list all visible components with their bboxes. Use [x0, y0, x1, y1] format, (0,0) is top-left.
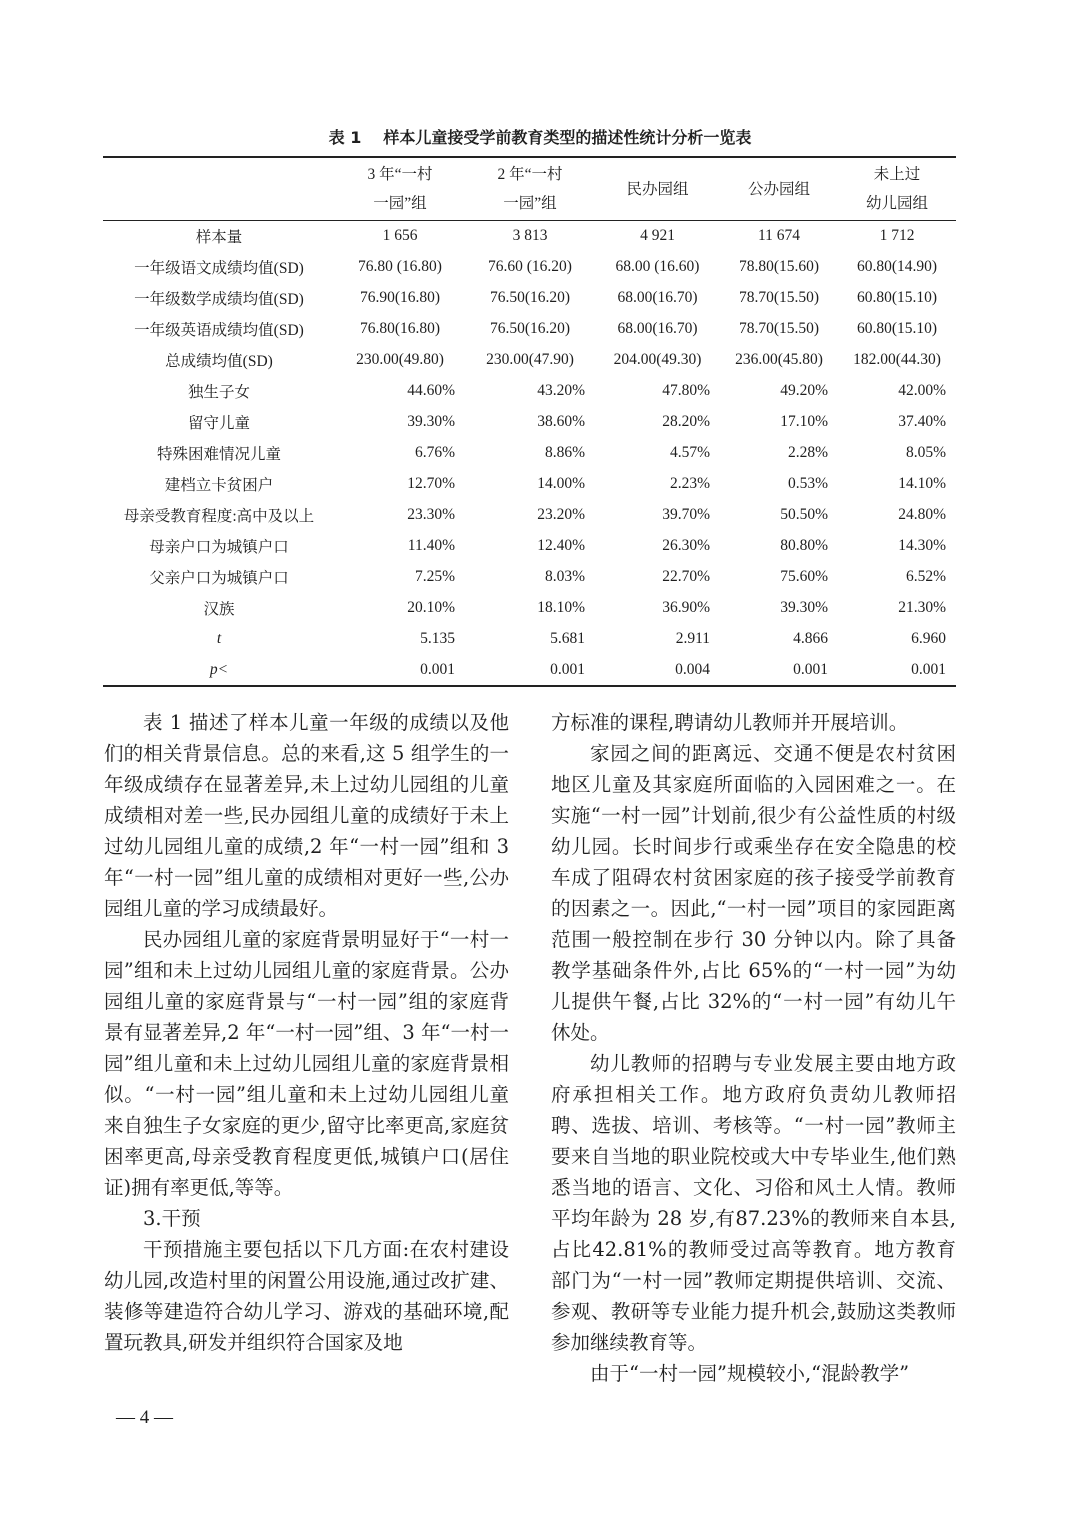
table-cell: 8.86%: [544, 444, 585, 461]
paragraph: 干预措施主要包括以下几方面:在农村建设幼儿园,改造村里的闲置公用设施,通过改扩建、装修等建造符合幼儿学习、游戏的基础环境,配置玩教具,研发并组织符合国家及地: [104, 1238, 509, 1354]
table-header-cell: [838, 157, 956, 221]
table-cell: 11.40%: [407, 537, 455, 554]
text-column-right: [551, 707, 956, 1389]
table-header-cell: [335, 157, 465, 221]
table-cell: 36.90%: [662, 599, 710, 616]
table-cell: 76.50(16.20): [489, 289, 571, 306]
table-header-line: 3 年“一村: [367, 166, 433, 183]
table-body: [103, 221, 956, 686]
table-cell: 76.50(16.20): [489, 320, 571, 337]
table-header-row: [103, 157, 956, 221]
table-cell: 43.20%: [537, 382, 585, 399]
table-cell: 39.30%: [780, 599, 828, 616]
table-cell: 0.001: [550, 660, 585, 678]
text-column-left: [104, 707, 509, 1358]
table-cell: 38.60%: [537, 413, 585, 430]
table-cell: 204.00(49.30): [613, 351, 702, 368]
table-cell: 22.70%: [662, 568, 710, 585]
table-header-line: 幼儿园组: [865, 195, 928, 212]
table-cell: 5.135: [420, 630, 455, 647]
table-cell: 39.30%: [407, 413, 455, 430]
table-title: 样本儿童接受学前教育类型的描述性统计分析一览表: [383, 128, 752, 147]
table-header-line: 公办园组: [747, 180, 810, 198]
table-cell: 6.52%: [905, 568, 946, 585]
row-label: 特殊困难情况儿童: [156, 446, 281, 463]
table-cell: 68.00 (16.60): [615, 258, 700, 275]
paragraph: 幼儿教师的招聘与专业发展主要由地方政府承担相关工作。地方政府负责幼儿教师招聘、选拔、培训、考核等。“一村一园”教师主要来自当地的职业院校或大中专毕业生,他们熟悉当地的语言、文化、习俗和风土人情。教师平均年龄为 28 岁,有87.23%的教师来自本县,占比42.81%的教师受过高等教育。地方教育部门为“一村一园”教师定期提供培训、交流、参观、教研等专业能力提升机会,鼓励这类教师参加继续教育等。: [551, 1052, 956, 1354]
table-header-cell: [720, 157, 838, 221]
row-label: 汉族: [203, 601, 235, 618]
table-header-line: 一园”组: [373, 195, 427, 212]
table-cell: 0.004: [675, 660, 710, 678]
table-row: [103, 531, 956, 562]
table-cell: 39.70%: [662, 506, 710, 523]
table-cell: 37.40%: [898, 413, 946, 430]
table-cell: 2.911: [675, 630, 710, 647]
table-row: [103, 376, 956, 407]
table-cell: 6.76%: [414, 444, 455, 461]
table-cell: 68.00(16.70): [617, 320, 698, 337]
table-cell: 78.70(15.50): [738, 320, 820, 337]
table-row: [103, 221, 956, 252]
table-cell: 80.80%: [780, 537, 828, 554]
table-cell: 236.00(45.80): [735, 351, 823, 368]
paragraph: 民办园组儿童的家庭背景明显好于“一村一园”组和未上过幼儿园组儿童的家庭背景。公办园组儿童的家庭背景与“一村一园”组的家庭背景有显著差异,2 年“一村一园”组、3 年“一村一园”组儿童和未上过幼儿园组儿童的家庭背景相似。“一村一园”组儿童和未上过幼儿园组儿童来自独生子女家庭的更少,留守比率更高,家庭贫困率更高,母亲受教育程度更低,城镇户口(居住证)拥有率更低,等等。: [104, 928, 509, 1199]
table-cell: 12.40%: [537, 537, 585, 554]
row-label: 样本量: [195, 229, 243, 247]
table-header-cell: [465, 157, 595, 221]
table-row: [103, 314, 956, 345]
table-header-line: 未上过: [873, 166, 921, 183]
table-cell: 28.20%: [662, 413, 710, 430]
table-cell: 76.60 (16.20): [488, 258, 572, 275]
table-cell: 12.70%: [407, 475, 455, 492]
table-cell: 44.60%: [407, 382, 455, 399]
row-label: 建档立卡贫困户: [164, 477, 274, 494]
row-label: 总成绩均值(SD): [165, 353, 273, 370]
row-label: p<: [209, 660, 229, 678]
table-header-line: 2 年“一村: [497, 166, 563, 183]
table-header-blank: [103, 157, 335, 221]
table-cell: 14.00%: [537, 475, 585, 492]
table-cell: 8.03%: [544, 568, 585, 585]
stats-table: [103, 156, 956, 687]
table-cell: 7.25%: [414, 568, 455, 585]
row-label: 一年级数学成绩均值(SD): [134, 291, 304, 308]
table-row: [103, 655, 956, 686]
table-cell: 2.23%: [669, 475, 710, 492]
table-header-cell: [595, 157, 720, 221]
table-cell: 4.57%: [669, 444, 710, 461]
paragraph: 家园之间的距离远、交通不便是农村贫困地区儿童及其家庭所面临的入园困难之一。在实施“一村一园”计划前,很少有公益性质的村级幼儿园。长时间步行或乘坐存在安全隐患的校车成了阻碍农村贫困家庭的孩子接受学前教育的因素之一。因此,“一村一园”项目的家园距离范围一般控制在步行 30 分钟以内。除了具备教学基础条件外,占比 65%的“一村一园”为幼儿提供午餐,占比 32%的“一村一园”有幼儿午休处。: [551, 742, 956, 1044]
table-cell: 60.80(14.90): [856, 258, 938, 275]
paragraph: 3.干预: [143, 1207, 201, 1230]
table-row: [103, 345, 956, 376]
table-cell: 17.10%: [780, 413, 828, 430]
table-row: [103, 562, 956, 593]
table-cell: 23.30%: [407, 506, 455, 523]
table-cell: 60.80(15.10): [856, 289, 938, 306]
row-label: 留守儿童: [187, 415, 250, 432]
table-cell: 0.001: [420, 660, 455, 678]
table-cell: 50.50%: [780, 506, 828, 523]
page-number: — 4 —: [116, 1407, 173, 1428]
table-cell: 230.00(49.80): [356, 351, 444, 368]
table-header-line: 一园”组: [503, 195, 557, 212]
table-cell: 8.05%: [905, 444, 946, 461]
table-cell: 26.30%: [662, 537, 710, 554]
table-cell: 0.001: [793, 660, 828, 678]
table-cell: 18.10%: [537, 599, 585, 616]
row-label: 一年级语文成绩均值(SD): [134, 260, 304, 277]
table-row: [103, 407, 956, 438]
table-cell: 4.866: [793, 630, 828, 647]
table-cell: 24.80%: [898, 506, 946, 523]
table-cell: 6.960: [911, 630, 946, 647]
table-cell: 49.20%: [780, 382, 828, 399]
table-cell: 14.10%: [898, 475, 946, 492]
paragraph: 由于“一村一园”规模较小,“混龄教学”: [590, 1362, 910, 1385]
table-cell: 14.30%: [898, 537, 946, 554]
table-row: [103, 500, 956, 531]
table-cell: 21.30%: [898, 599, 946, 616]
table-cell: 11 674: [757, 227, 801, 245]
table-cell: 78.70(15.50): [738, 289, 820, 306]
table-cell: 4 921: [640, 227, 675, 245]
table-cell: 1 712: [879, 227, 915, 245]
table-cell: 0.53%: [787, 475, 828, 492]
table-cell: 76.80(16.80): [359, 320, 441, 337]
table-cell: 3 813: [512, 227, 548, 245]
table-cell: 75.60%: [780, 568, 828, 585]
table-cell: 42.00%: [898, 382, 946, 399]
table-row: [103, 252, 956, 283]
paragraph: 方标准的课程,聘请幼儿教师并开展培训。: [551, 711, 909, 734]
table-caption: [0, 125, 1080, 148]
table-cell: 23.20%: [537, 506, 585, 523]
table-cell: 5.681: [550, 630, 585, 647]
row-label: 一年级英语成绩均值(SD): [134, 322, 304, 339]
table-number: 表 1: [328, 128, 362, 147]
table-cell: 20.10%: [407, 599, 455, 616]
paragraph: 表 1 描述了样本儿童一年级的成绩以及他们的相关背景信息。总的来看,这 5 组学生的一年级成绩存在显著差异,未上过幼儿园组的儿童成绩相对差一些,民办园组儿童的成绩好于未上过幼儿园组儿童的成绩,2 年“一村一园”组和 3 年“一村一园”组儿童的成绩相对更好一些,公办园组儿童的学习成绩最好。: [104, 711, 509, 920]
table-header-line: 民办园组: [626, 180, 689, 198]
table-row: [103, 593, 956, 624]
table-cell: 1 656: [382, 227, 418, 245]
table-cell: 68.00(16.70): [617, 289, 698, 306]
table-cell: 60.80(15.10): [856, 320, 938, 337]
table-cell: 76.90(16.80): [359, 289, 441, 306]
table-cell: 47.80%: [662, 382, 710, 399]
table-cell: 182.00(44.30): [853, 351, 941, 368]
table-cell: 2.28%: [787, 444, 828, 461]
table-row: [103, 283, 956, 314]
table-row: [103, 469, 956, 500]
table-cell: 0.001: [911, 660, 946, 678]
row-label: 母亲户口为城镇户口: [149, 539, 289, 556]
table-cell: 76.80 (16.80): [358, 258, 442, 275]
table-cell: 230.00(47.90): [486, 351, 574, 368]
row-label: t: [216, 630, 222, 647]
table-cell: 78.80(15.60): [738, 258, 820, 275]
row-label: 独生子女: [187, 384, 250, 401]
row-label: 母亲受教育程度:高中及以上: [123, 508, 315, 525]
table-row: [103, 438, 956, 469]
row-label: 父亲户口为城镇户口: [149, 570, 289, 587]
table-row: [103, 624, 956, 655]
